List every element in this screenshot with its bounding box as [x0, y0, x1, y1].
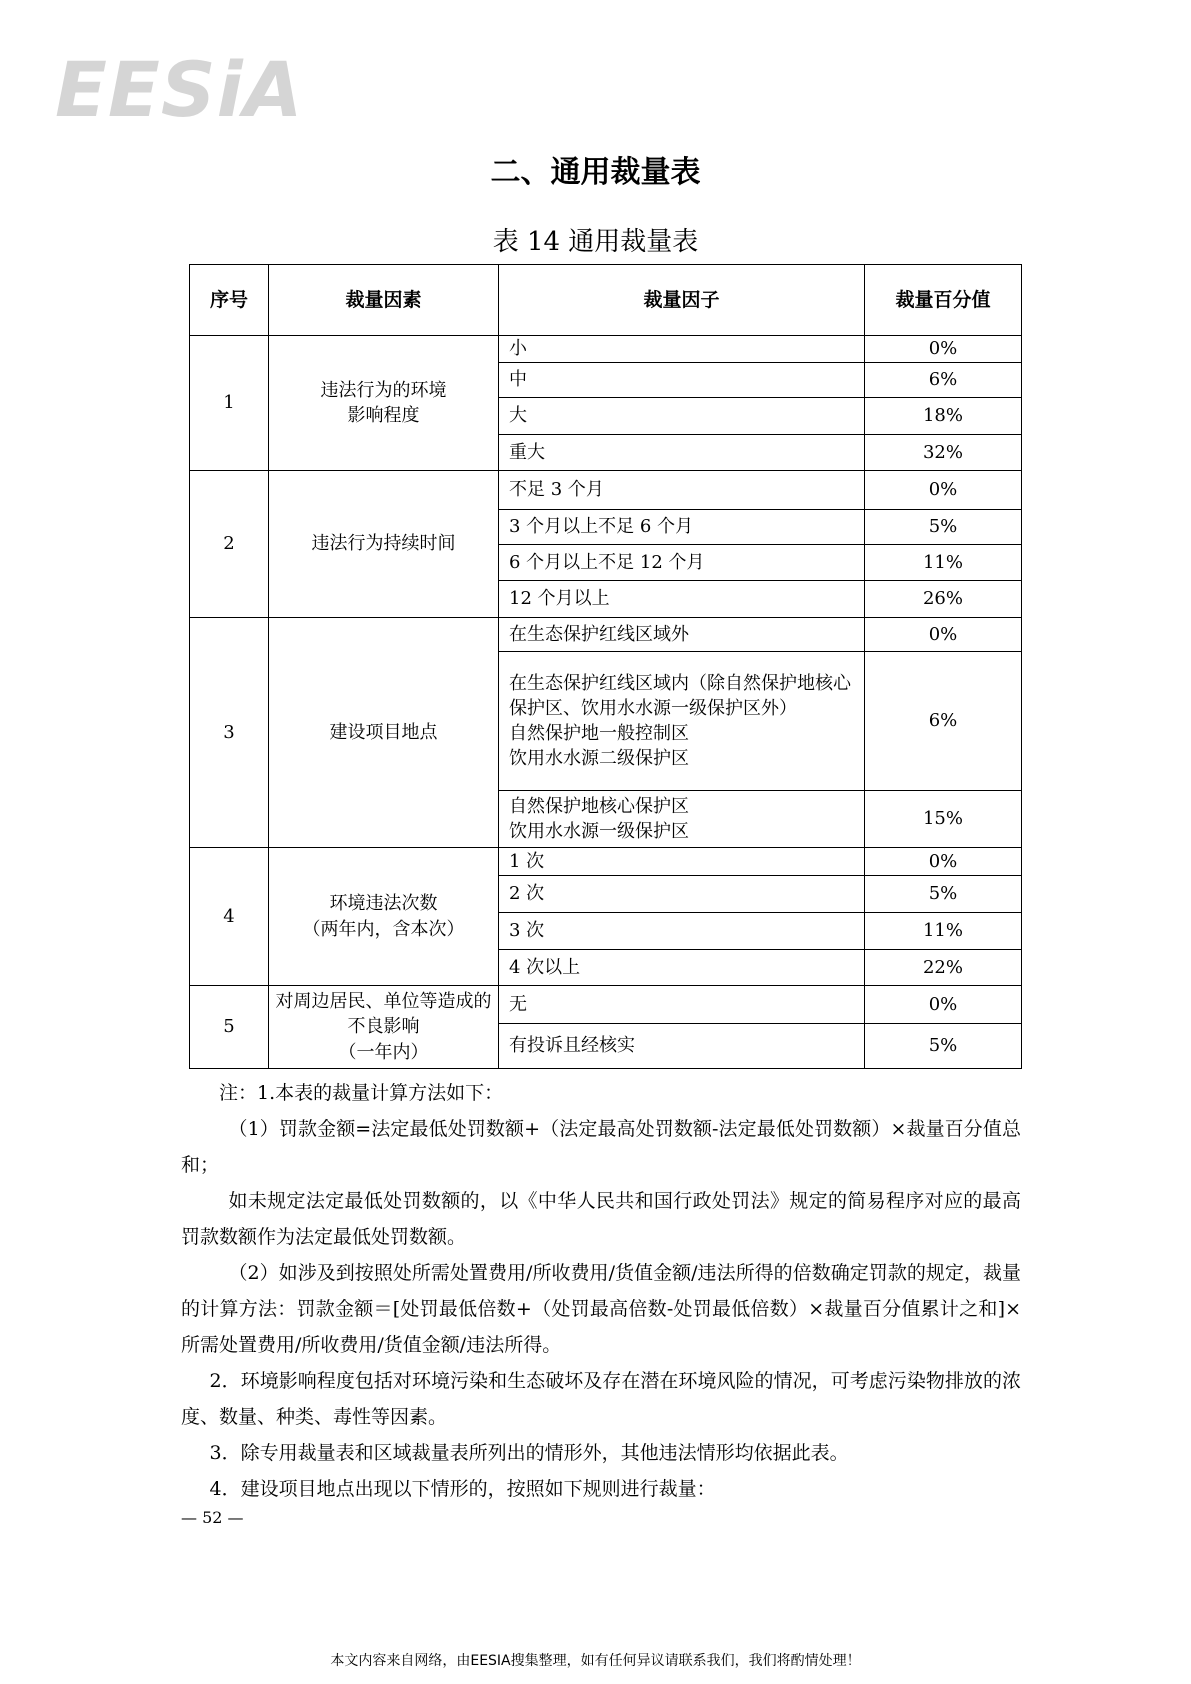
note-paragraph: （1）罚款金额=法定最低处罚数额+（法定最高处罚数额-法定最低处罚数额）×裁量百分值总和； — [181, 1118, 1021, 1176]
discretion-item: 3 个月以上不足 6 个月 — [499, 510, 865, 545]
discretion-value: 26% — [865, 581, 1022, 618]
note-paragraph: 2．环境影响程度包括对环境污染和生态破坏及存在潜在环境风险的情况，可考虑污染物排放的浓度、数量、种类、毒性等因素。 — [181, 1370, 1021, 1428]
discretion-value: 0% — [865, 618, 1022, 652]
discretion-item: 3 次 — [499, 913, 865, 950]
header-item: 裁量因子 — [499, 265, 865, 336]
eesia-logo: EESiA — [55, 45, 304, 134]
section-title: 二、通用裁量表 — [490, 155, 701, 190]
note-paragraph: （2）如涉及到按照处所需处置费用/所收费用/货值金额/违法所得的倍数确定罚款的规定，裁量的计算方法：罚款金额＝[处罚最低倍数+（处罚最高倍数-处罚最低倍数）×裁量百分值累计之和]×所需处置费用/所收费用/货值金额/违法所得。 — [181, 1262, 1021, 1356]
discretion-item: 4 次以上 — [499, 950, 865, 986]
discretion-item: 在生态保护红线区域内（除自然保护地核心保护区、饮用水水源一级保护区外） 自然保护地一般控制区 饮用水水源二级保护区 — [499, 652, 865, 791]
discretion-factor: 建设项目地点 — [269, 618, 499, 848]
discretion-item: 有投诉且经核实 — [499, 1024, 865, 1069]
footer-disclaimer: 本文内容来自网络，由EESIA搜集整理，如有任何异议请联系我们，我们将酌情处理！ — [330, 1653, 861, 1669]
discretion-item: 12 个月以上 — [499, 581, 865, 618]
note-paragraph: 3．除专用裁量表和区域裁量表所列出的情形外，其他违法情形均依据此表。 — [209, 1442, 849, 1464]
row-number: 4 — [190, 848, 269, 986]
header-percent: 裁量百分值 — [865, 265, 1022, 336]
discretion-value: 5% — [865, 1024, 1022, 1069]
discretion-table — [189, 264, 1022, 1069]
table-row — [190, 848, 1022, 876]
discretion-item: 中 — [499, 363, 865, 398]
discretion-value: 22% — [865, 950, 1022, 986]
table-row — [190, 618, 1022, 652]
page-number: — 52 — — [181, 1508, 244, 1527]
row-number: 2 — [190, 471, 269, 618]
discretion-item: 2 次 — [499, 876, 865, 913]
discretion-factor: 违法行为持续时间 — [269, 471, 499, 618]
header-factor: 裁量因素 — [269, 265, 499, 336]
discretion-value: 32% — [865, 435, 1022, 471]
discretion-item: 在生态保护红线区域外 — [499, 618, 865, 652]
discretion-item: 1 次 — [499, 848, 865, 876]
discretion-item: 大 — [499, 398, 865, 435]
discretion-item: 6 个月以上不足 12 个月 — [499, 545, 865, 581]
discretion-value: 0% — [865, 336, 1022, 363]
discretion-item: 不足 3 个月 — [499, 471, 865, 510]
discretion-value: 18% — [865, 398, 1022, 435]
discretion-value: 0% — [865, 986, 1022, 1024]
table-notes — [181, 1075, 1021, 1507]
discretion-item: 自然保护地核心保护区 饮用水水源一级保护区 — [499, 791, 865, 848]
discretion-item: 重大 — [499, 435, 865, 471]
discretion-value: 0% — [865, 848, 1022, 876]
discretion-value: 6% — [865, 363, 1022, 398]
note-paragraph: 注：1.本表的裁量计算方法如下： — [219, 1082, 504, 1104]
header-no: 序号 — [190, 265, 269, 336]
discretion-factor: 环境违法次数 （两年内，含本次） — [269, 848, 499, 986]
discretion-value: 11% — [865, 545, 1022, 581]
discretion-value: 6% — [865, 652, 1022, 791]
discretion-factor: 对周边居民、单位等造成的不良影响 （一年内） — [269, 986, 499, 1069]
row-number: 5 — [190, 986, 269, 1069]
discretion-value: 5% — [865, 876, 1022, 913]
discretion-value: 11% — [865, 913, 1022, 950]
table-row — [190, 986, 1022, 1024]
table-row — [190, 336, 1022, 363]
row-number: 3 — [190, 618, 269, 848]
row-number: 1 — [190, 336, 269, 471]
discretion-value: 5% — [865, 510, 1022, 545]
discretion-value: 0% — [865, 471, 1022, 510]
note-paragraph: 如未规定法定最低处罚数额的，以《中华人民共和国行政处罚法》规定的简易程序对应的最高罚款数额作为法定最低处罚数额。 — [181, 1190, 1021, 1248]
note-paragraph: 4．建设项目地点出现以下情形的，按照如下规则进行裁量： — [209, 1478, 716, 1500]
table-header-row — [190, 265, 1022, 336]
table-caption: 表 14 通用裁量表 — [492, 227, 699, 257]
table-row — [190, 471, 1022, 510]
discretion-item: 小 — [499, 336, 865, 363]
discretion-factor: 违法行为的环境 影响程度 — [269, 336, 499, 471]
discretion-value: 15% — [865, 791, 1022, 848]
discretion-item: 无 — [499, 986, 865, 1024]
